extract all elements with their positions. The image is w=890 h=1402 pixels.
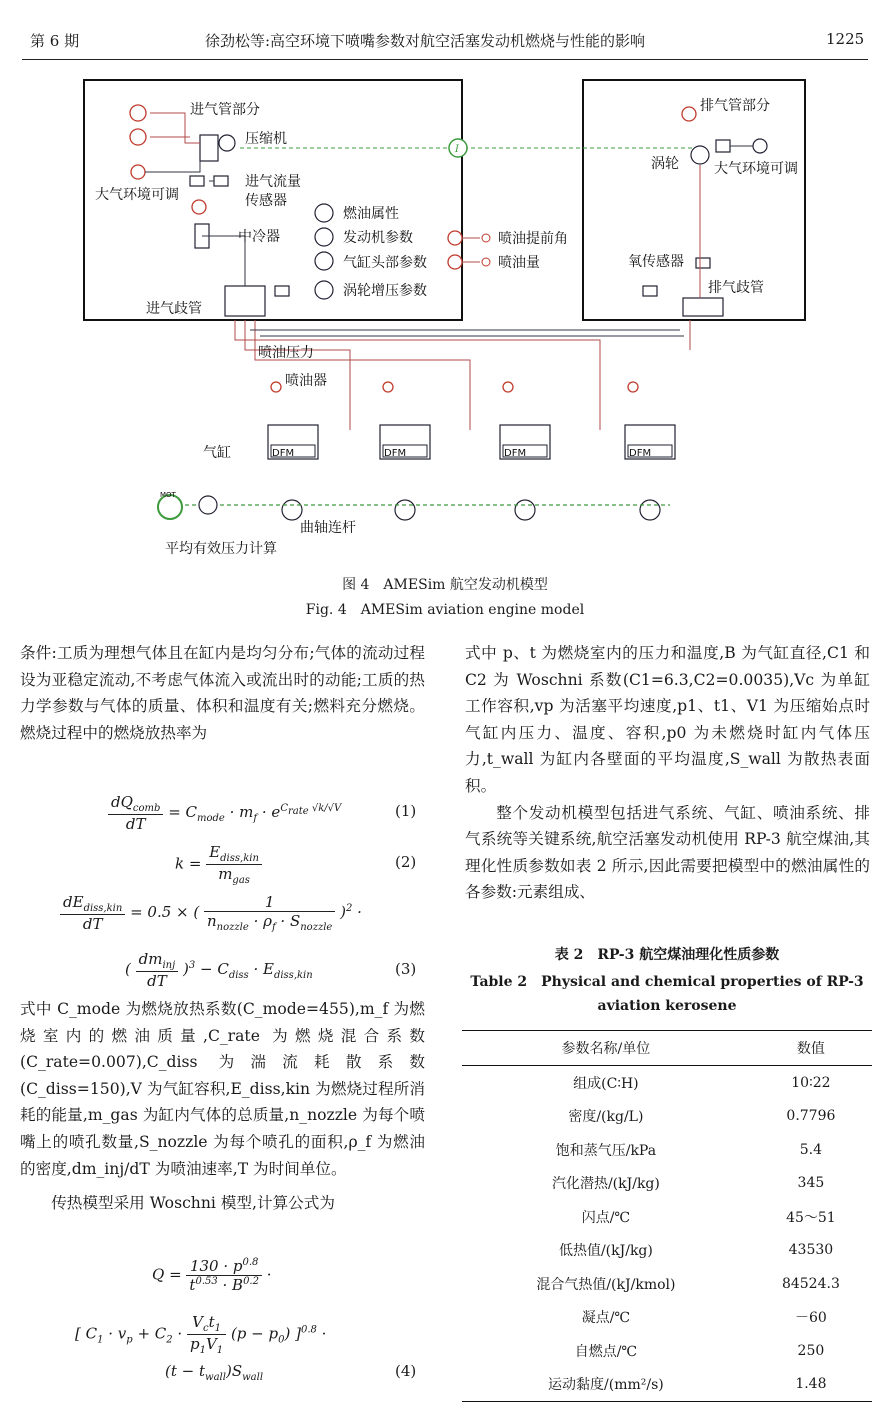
table-row xyxy=(462,1200,872,1234)
amesim-diagram xyxy=(0,66,890,566)
cell-param: 饱和蒸气压/kPa xyxy=(555,1142,657,1159)
page-number: 1225 xyxy=(826,30,865,48)
cylinder-4 xyxy=(625,382,675,520)
header-value: 数值 xyxy=(750,1031,872,1066)
cell-value: 5.4 xyxy=(799,1141,823,1158)
label-compressor: 压缩机 xyxy=(245,131,287,147)
o2-sensor-icon xyxy=(696,258,710,268)
label-inj-qty: 喷油量 xyxy=(498,255,540,271)
cell-value: 1.48 xyxy=(750,1368,872,1402)
label-intercooler: 中冷器 xyxy=(238,229,280,245)
svg-text:I: I xyxy=(455,144,459,155)
properties-table xyxy=(462,1030,872,1402)
table-header-row xyxy=(462,1031,872,1066)
cell-param: 自燃点/℃ xyxy=(574,1343,638,1360)
label-inj-pressure: 喷油压力 xyxy=(258,345,314,361)
table-row xyxy=(462,1066,872,1100)
label-turbine: 涡轮 xyxy=(651,156,679,172)
label-cylinder: 气缸 xyxy=(203,445,231,461)
label-exhaust-section: 排气管部分 xyxy=(700,98,770,114)
wastegate-icon xyxy=(716,140,730,152)
fuel-properties-icon xyxy=(315,204,333,222)
cell-value: 250 xyxy=(797,1342,825,1359)
engine-params-icon xyxy=(315,228,333,246)
table-row xyxy=(462,1133,872,1167)
table-row xyxy=(462,1334,872,1368)
cell-value: －60 xyxy=(794,1310,827,1327)
eq1-number: (1) xyxy=(395,802,417,820)
header-param: 参数名称/单位 xyxy=(462,1031,750,1066)
equation-4-line3: $(t - t_{wall})S_{wall}$ xyxy=(165,1362,264,1383)
imep-calc-icon xyxy=(199,496,217,514)
compressor-wheel-icon xyxy=(219,135,235,151)
right-column xyxy=(465,640,870,906)
label-exhaust-manifold: 排气歧管 xyxy=(708,280,764,296)
atm-exhaust-icon xyxy=(753,139,767,153)
valve-icon xyxy=(190,176,204,186)
equation-3-line2: ( $\frac{dm_{inj}}{dT}$ )$^3 - C_{diss} \cdot E_{diss,kin}$ xyxy=(125,950,313,990)
k-gain-icon xyxy=(130,105,146,121)
eq3-number: (3) xyxy=(395,960,417,978)
dfm-label-4: DFM xyxy=(629,448,652,459)
equation-4-line2: [ $C_1 \cdot v_p + C_2$ · $\frac{V_ct_1}{p_1V_1}$ $(p - p_0)$ ]$^{0.8}$ · xyxy=(75,1313,327,1356)
left-column-2 xyxy=(20,996,425,1217)
k-injection-advance-icon xyxy=(448,231,462,245)
cell-param: 运动黏度/(mm²/s) xyxy=(462,1368,750,1402)
cell-value: 84524.3 xyxy=(781,1275,840,1292)
running-title: 徐劲松等:高空环境下喷嘴参数对航空活塞发动机燃烧与性能的影响 xyxy=(205,32,646,50)
flow-sensor-icon xyxy=(214,176,228,186)
label-fuel-props: 燃油属性 xyxy=(343,206,399,222)
cell-param: 低热值/(kJ/kg) xyxy=(558,1243,653,1260)
signal-source-icon xyxy=(130,129,146,145)
table-row xyxy=(462,1301,872,1335)
table-title-cn: 表 2 RP-3 航空煤油理化性质参数 xyxy=(554,947,780,963)
throttle-icon xyxy=(275,286,289,296)
svg-text:MOT: MOT xyxy=(160,491,176,499)
label-flow-sensor-2: 传感器 xyxy=(245,193,287,209)
dfm-label-2: DFM xyxy=(384,448,407,459)
cylinder-1 xyxy=(268,382,318,520)
label-imep: 平均有效压力计算 xyxy=(165,541,277,557)
right-para-1: 式中 p、t 为燃烧室内的压力和温度,B 为气缸直径,C1 和 C2 为 Woschni 系数(C1=6.3,C2=0.0035),Vc 为单缸工作容积,vp 为活塞平均速度,p1、t1、V1 为压缩始点时气缸内压力、温度、容积,p0 为未燃烧时缸内气体压力,t_wall 为缸内各壁面的平均温度,S_wall 为散热表面积。 xyxy=(465,644,870,795)
k-injection-quantity-icon xyxy=(448,255,462,269)
table-title-en-2: aviation kerosene xyxy=(597,998,737,1014)
cell-param: 混合气热值/(kJ/kmol) xyxy=(536,1276,676,1293)
temperature-icon xyxy=(131,165,145,179)
cylinder-head-params-icon xyxy=(315,252,333,270)
label-turbo: 涡轮增压参数 xyxy=(343,283,427,299)
label-intake-manifold: 进气歧管 xyxy=(146,301,202,317)
table-row xyxy=(462,1100,872,1134)
left-para-1: 条件:工质为理想气体且在缸内是均匀分布;气体的流动过程设为亚稳定流动,不考虑气体流入或流出时的动能;工质的热力学参数与气体的质量、体积和温度有关;燃料充分燃烧。燃烧过程中的燃烧放热率为 xyxy=(20,644,425,742)
running-header xyxy=(0,0,890,64)
dfm-label-3: DFM xyxy=(504,448,527,459)
cylinder-3 xyxy=(500,382,550,520)
equation-1: $\frac{dQ_{comb}}{dT}$ = $C_{mode} \cdot m_f \cdot e^{C_{rate} √k/√V}$ xyxy=(108,793,341,833)
left-para-3: 传热模型采用 Woschni 模型,计算公式为 xyxy=(51,1194,335,1213)
cell-param: 组成(C∶H) xyxy=(573,1075,639,1092)
cell-value: 0.7796 xyxy=(786,1108,836,1125)
cell-param: 密度/(kg/L) xyxy=(568,1109,644,1126)
label-injector: 喷油器 xyxy=(285,373,327,389)
cell-value: 345 xyxy=(797,1175,825,1192)
eq2-number: (2) xyxy=(395,853,417,871)
label-atm-right: 大气环境可调 xyxy=(714,161,798,177)
cylinder-2 xyxy=(380,382,430,520)
figure-caption-en: Fig. 4 AMESim aviation engine model xyxy=(305,602,585,618)
table-row xyxy=(462,1167,872,1201)
turbine-icon xyxy=(691,146,709,164)
exhaust-temp-icon xyxy=(682,107,696,121)
intake-manifold-icon xyxy=(225,286,265,316)
table-title-en-1: Table 2 Physical and chemical properties of RP-3 xyxy=(470,974,864,990)
label-o2-sensor: 氧传感器 xyxy=(628,254,684,270)
cell-value: 10∶22 xyxy=(791,1074,831,1091)
equation-3-line1: $\frac{dE_{diss,kin}}{dT}$ = 0.5 × ( $\frac{1}{n_{nozzle} \cdot \rho_f \cdot S_{nozzle}}$ )$^2$ · xyxy=(60,893,362,933)
table-row xyxy=(462,1368,872,1402)
exhaust-manifold-icon xyxy=(683,298,723,316)
label-cyl-head: 气缸头部参数 xyxy=(343,255,427,271)
cell-param: 凝点/℃ xyxy=(581,1310,631,1327)
cell-param: 闪点/℃ xyxy=(581,1209,631,1226)
figure-caption-cn: 图 4 AMESim 航空发动机模型 xyxy=(342,577,548,593)
right-para-2: 整个发动机模型包括进气系统、气缸、喷油系统、排气系统等关键系统,航空活塞发动机使用 RP-3 航空煤油,其理化性质参数如表 2 所示,因此需要把模型中的燃油属性的各参数:元素组成、 xyxy=(465,803,870,902)
cell-param: 汽化潜热/(kJ/kg) xyxy=(551,1176,660,1193)
label-flow-sensor-1: 进气流量 xyxy=(245,174,301,190)
compressor-body-icon xyxy=(200,135,218,161)
label-engine-params: 发动机参数 xyxy=(343,230,413,246)
exhaust-valve-icon xyxy=(643,286,657,296)
dfm-label-1: DFM xyxy=(272,448,295,459)
left-column xyxy=(20,640,425,746)
table-row xyxy=(462,1267,872,1301)
left-para-2: 式中 C_mode 为燃烧放热系数(C_mode=455),m_f 为燃烧室内的燃油质量,C_rate 为燃烧混合系数(C_rate=0.007),C_diss 为湍流耗散系数(C_diss=150),V 为气缸容积,E_diss,kin 为燃烧过程所消耗的能量,m_gas 为缸内气体的总质量,n_nozzle 为每个喷嘴上的喷孔数量,S_nozzle 为每个喷孔的面积,ρ_f 为燃油的密度,dm_inj/dT 为喷油速率,T 为时间单位。 xyxy=(20,1000,425,1178)
equation-2: k = $\frac{E_{diss,kin}}{m_{gas}}$ xyxy=(175,843,262,886)
issue-number: 第 6 期 xyxy=(30,32,80,50)
k-gain-icon-2 xyxy=(192,200,206,214)
label-atm-left: 大气环境可调 xyxy=(95,187,179,203)
label-intake-section: 进气管部分 xyxy=(190,102,260,118)
eq4-number: (4) xyxy=(395,1362,417,1380)
label-inj-advance: 喷油提前角 xyxy=(498,231,568,247)
turbo-params-icon xyxy=(315,281,333,299)
label-crank-rod: 曲轴连杆 xyxy=(300,520,356,536)
table-row xyxy=(462,1234,872,1268)
cell-value: 43530 xyxy=(788,1242,834,1259)
equation-4-line1: Q = $\frac{130 \cdot p^{0.8}}{t^{0.53} \cdot B^{0.2}}$ · xyxy=(152,1257,272,1294)
header-rule xyxy=(22,59,868,60)
cell-value: 45～51 xyxy=(786,1209,836,1226)
